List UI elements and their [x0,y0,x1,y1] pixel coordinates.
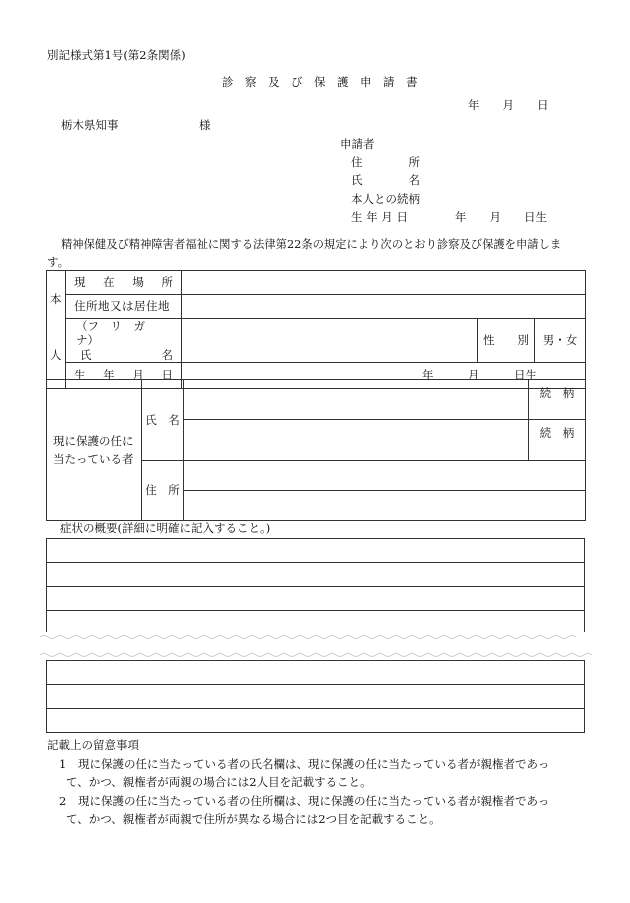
note-2-line-1: 現に保護の任に当たっている者の住所欄は、現に保護の任に当たっている者が親権者であっ [78,794,550,808]
note-1-line-1: 現に保護の任に当たっている者の氏名欄は、現に保護の任に当たっている者が親権者であっ [78,757,550,771]
name-label: （フ リ ガ ナ） 氏 名 [66,319,182,363]
applicant-birth-label: 生 年 月 日 [351,210,408,224]
symptom-line[interactable] [47,539,585,563]
symptom-line[interactable] [47,685,585,709]
symptom-line[interactable] [47,709,585,733]
applicant-name-label: 氏 名 [351,173,420,187]
address-field[interactable] [182,295,586,319]
guardian-name-label: 氏 名 [142,380,184,461]
address-label: 住所地又は居住地 [66,295,182,319]
symptoms-heading: 症状の概要(詳細に明確に記入すること。) [60,521,271,535]
person-table [46,270,586,389]
notes-heading: 記載上の留意事項 [47,738,139,752]
guardian-address-field-1[interactable] [184,461,586,491]
symptom-line[interactable] [47,563,585,587]
date-line: 年 月 日 [468,98,549,112]
guardian-label: 現に保護の任に当たっている者 [47,380,142,521]
note-2-line-2: て、かつ、親権者が両親で住所が異なる場合には2つ目を記載すること。 [66,812,441,826]
applicant-label: 申請者 [340,137,375,151]
name-field[interactable] [182,319,478,363]
applicant-birth-value: 年 月 日生 [455,210,547,224]
addressee: 栃木県知事 [61,118,119,132]
symptoms-lines-bottom [46,660,585,733]
birth-field[interactable]: 年 月 日生 [182,363,586,389]
wavy-break-icon [40,632,592,660]
current-location-field[interactable] [182,271,586,295]
addressee-honorific: 様 [199,118,211,132]
symptom-line[interactable] [47,661,585,685]
applicant-address-label: 住 所 [351,155,420,169]
document-title: 診 察 及 び 保 護 申 請 書 [222,75,418,89]
current-location-label: 現 在 場 所 [66,271,182,295]
application-statement-continued: す。 [47,255,70,269]
note-2-number: 2 [59,794,67,808]
form-number: 別記様式第1号(第2条関係) [47,48,186,62]
sex-field[interactable]: 男・女 [535,319,586,363]
guardian-relation-label-1: 続 柄 [529,380,586,420]
guardian-name-field-2[interactable] [184,420,529,461]
person-side-label: 本 人 [47,271,66,389]
guardian-name-field-1[interactable] [184,380,529,420]
guardian-table [46,379,586,521]
guardian-relation-label-2: 続 柄 [529,420,586,461]
symptom-line[interactable] [47,587,585,611]
omission-break [40,632,592,660]
note-1-line-2: て、かつ、親権者が両親の場合には2人目を記載すること。 [66,775,372,789]
symptom-line[interactable] [47,611,585,635]
note-1-number: 1 [59,757,67,771]
guardian-address-label: 住 所 [142,461,184,521]
applicant-relation-label: 本人との続柄 [351,192,420,206]
application-statement: 精神保健及び精神障害者福祉に関する法律第22条の規定により次のとおり診察及び保護を申請しま [61,238,562,251]
sex-label: 性 別 [478,319,535,363]
furigana-label: （フ リ ガ ナ） [76,319,157,348]
guardian-address-field-2[interactable] [184,491,586,521]
birth-label: 生 年 月 日 [66,363,182,389]
